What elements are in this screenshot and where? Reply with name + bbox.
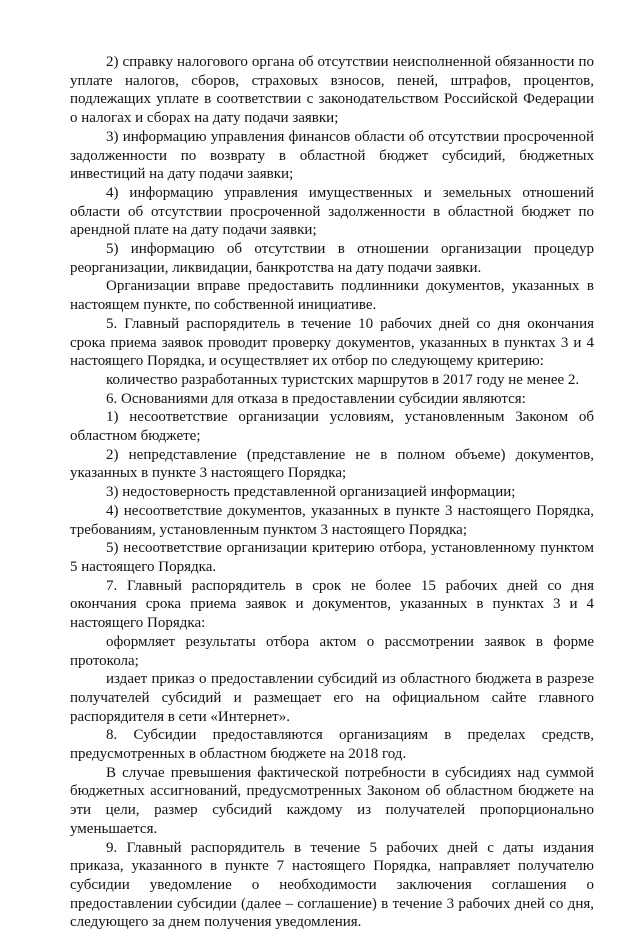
paragraph-item-2-tax-certificate: 2) справку налогового органа об отсутствии неисполненной обязанности по уплате налогов, сборов, страховых взносов, пеней, штрафов, процентов, подлежащих уплате в соответствии с законодательством Российской Федерации о налогах и сборах на дату подачи заявки; <box>70 54 594 127</box>
paragraph-item-5-reorganization-info: 5) информацию об отсутствии в отношении организации процедур реорганизации, ликвидации, банкротства на дату подачи заявки. <box>70 241 594 276</box>
paragraph-clause-7: 7. Главный распорядитель в срок не более 15 рабочих дней со дня окончания срока приема заявок и документов, указанных в пунктах 3 и 4 настоящего Порядка: <box>70 577 594 632</box>
paragraph-clause-8: 8. Субсидии предоставляются организациям в пределах средств, предусмотренных в областном бюджете на 2018 год. <box>70 727 594 763</box>
paragraph-protocol: оформляет результаты отбора актом о рассмотрении заявок в форме протокола; <box>70 633 594 669</box>
document-page <box>70 53 594 932</box>
paragraph-order: издает приказ о предоставлении субсидий из областного бюджета в разрезе получателей субсидий и размещает его на официальном сайте главного распорядителя в сети «Интернет». <box>70 671 594 725</box>
paragraph-refusal-2: 2) непредставление (представление не в полном объеме) документов, указанных в пункте 3 настоящего Порядка; <box>70 446 594 482</box>
paragraph-criterion: количество разработанных туристских маршрутов в 2017 году не менее 2. <box>106 371 580 388</box>
paragraph-item-3-finance-info: 3) информацию управления финансов области об отсутствии просроченной задолженности по возврату в областной бюджет субсидий, бюджетных инвестиций на дату подачи заявки; <box>70 128 594 183</box>
paragraph-clause-9: 9. Главный распорядитель в течение 5 рабочих дней с даты издания приказа, указанного в пункте 7 настоящего Порядка, направляет получателю субсидии уведомление о необходимости заключения соглашения о предоставлении субсидии (далее – соглашение) в течение 3 рабочих дней со дня, следующего за днем получения уведомления. <box>70 839 594 931</box>
paragraph-excess-demand: В случае превышения фактической потребности в субсидиях над суммой бюджетных ассигнований, предусмотренных Законом об областном бюджете на эти цели, размер субсидий каждому из получателей пропорционально уменьшается. <box>70 764 594 837</box>
paragraph-clause-6: 6. Основаниями для отказа в предоставлении субсидии являются: <box>106 390 526 407</box>
paragraph-refusal-1: 1) несоответствие организации условиям, установленным Законом об областном бюджете; <box>70 409 594 445</box>
paragraph-refusal-5: 5) несоответствие организации критерию отбора, установленному пунктом 5 настоящего Порядка. <box>70 540 594 575</box>
paragraph-clause-5: 5. Главный распорядитель в течение 10 рабочих дней со дня окончания срока приема заявок проводит проверку документов, указанных в пунктах 3 и 4 настоящего Порядка, и осуществляет их отбор по следующему критерию: <box>70 315 594 370</box>
paragraph-refusal-4: 4) несоответствие документов, указанных в пункте 3 настоящего Порядка, требованиям, установленным пунктом 3 настоящего Порядка; <box>70 502 594 538</box>
paragraph-item-4-property-info: 4) информацию управления имущественных и земельных отношений области об отсутствии просроченной задолженности в областной бюджет по арендной плате на дату подачи заявки; <box>70 184 594 239</box>
paragraph-refusal-3: 3) недостоверность представленной организацией информации; <box>106 484 516 501</box>
paragraph-originals-note: Организации вправе предоставить подлинники документов, указанных в настоящем пункте, по собственной инициативе. <box>70 278 594 314</box>
